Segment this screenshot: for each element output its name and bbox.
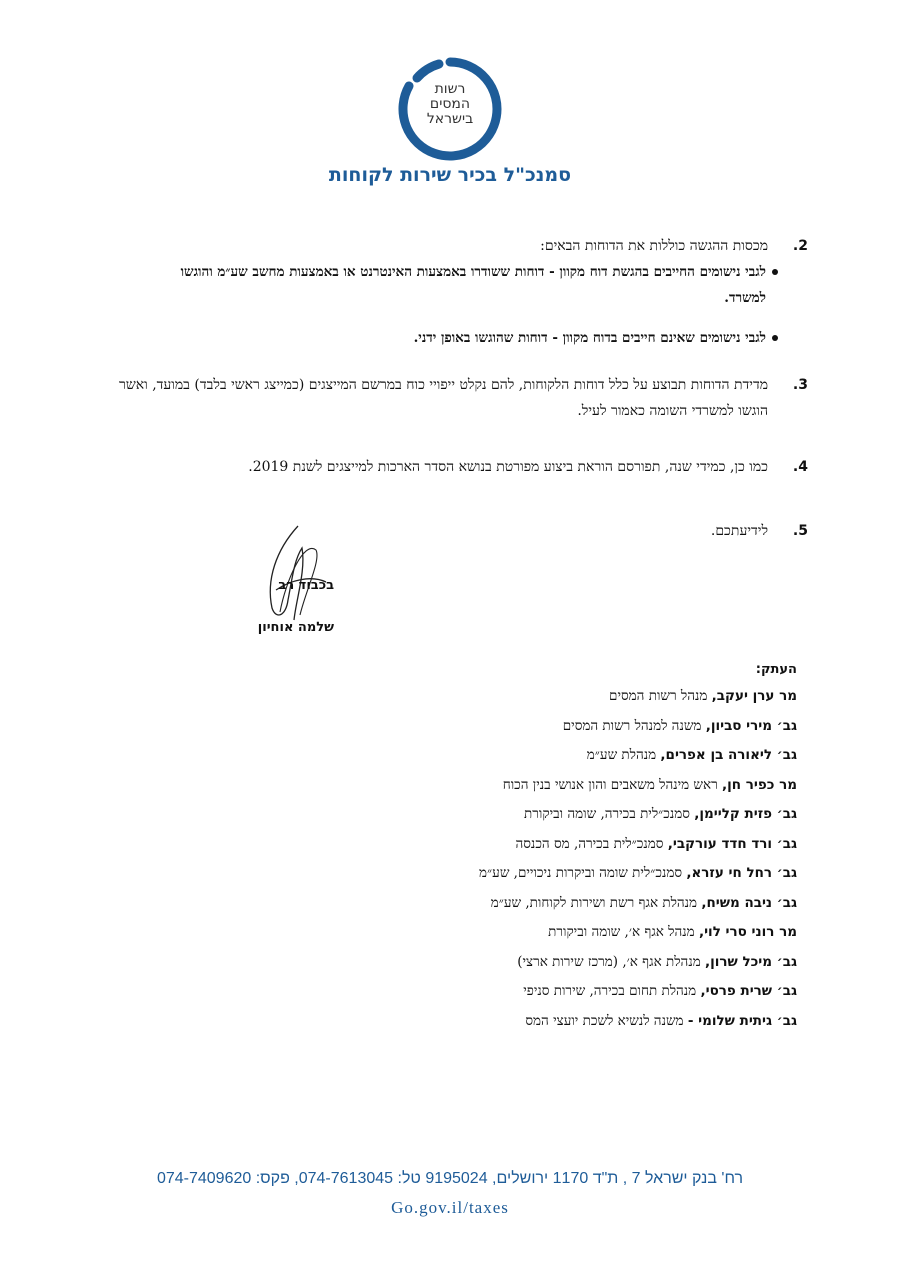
logo-line-1: רשות bbox=[434, 81, 466, 97]
cc-recipient bbox=[357, 712, 797, 742]
cc-recipient-role: מנהל אגף א׳, שומה וביקורת bbox=[548, 924, 695, 940]
numbered-item-5 bbox=[93, 518, 808, 544]
cc-recipient-role: סמנכ״לית בכירה, מס הכנסה bbox=[515, 835, 664, 852]
cc-recipient bbox=[357, 977, 797, 1007]
tax-authority-logo bbox=[397, 56, 503, 162]
item-text: מכסות ההגשה כוללות את הדוחות הבאים: bbox=[540, 238, 768, 254]
cc-recipient bbox=[357, 1007, 797, 1037]
item-text: כמו כן, כמידי שנה, תפורסם הוראת ביצוע מפורטת בנושא הסדר הארכות למייצגים לשנת 2019. bbox=[248, 459, 768, 475]
cc-recipient-role: מנהלת שע״מ bbox=[586, 747, 657, 763]
logo-line-2: המסים bbox=[429, 96, 471, 112]
item-text: מדידת הדוחות תבוצע על כלל דוחות הלקוחות, להם נקלט ייפויי כוח במרשם המייצגים (כמייצג ראשי בלבד) במועד, ואשר הוגשו למשרדי השומה כאמור לעיל. bbox=[118, 377, 768, 419]
cc-recipient bbox=[357, 771, 797, 801]
cc-recipient-name: מר כפיר חן, bbox=[722, 776, 797, 793]
cc-recipient-role: משנה למנהל רשות המסים bbox=[562, 717, 702, 734]
numbered-item-4 bbox=[93, 454, 808, 480]
cc-list bbox=[357, 658, 797, 1036]
cc-recipient bbox=[357, 889, 797, 919]
cc-recipient bbox=[357, 859, 797, 889]
footer-address: רח' בנק ישראל 7 , ת"ד 1170 ירושלים, 9195024 טל: 074-7613045, פקס: 074-7409620 bbox=[156, 1170, 744, 1187]
cc-recipient-role: משנה לנשיא לשכת יועצי המס bbox=[525, 1012, 684, 1029]
cc-recipient-name: גב׳ פזית קליימן, bbox=[694, 806, 797, 822]
footer-url[interactable]: Go.gov.il/taxes bbox=[391, 1198, 509, 1217]
cc-heading: העתק: bbox=[755, 662, 797, 677]
department-title: סמנכ"ל בכיר שירות לקוחות bbox=[328, 164, 572, 186]
cc-recipient-name: גב׳ גיתית שלומי - bbox=[687, 1012, 797, 1029]
cc-recipient bbox=[357, 800, 797, 830]
logo-line-3: בישראל bbox=[426, 111, 474, 127]
cc-recipient bbox=[357, 830, 797, 860]
item-number: 5. bbox=[792, 523, 808, 539]
cc-recipient-name: מר ערן יעקב, bbox=[711, 688, 797, 704]
bullet-online-reports: לגבי נישומים החייבים בהגשת דוח מקוון - דוחות ששודרו באמצעות האינטרנט או באמצעות מחשב שע״מ והוגשו למשרד. bbox=[136, 259, 778, 311]
cc-recipient-role: ראש מינהל משאבים והון אנושי בנין הכוח bbox=[502, 776, 718, 793]
signature-closing: בכבוד רב bbox=[278, 578, 334, 593]
bullet-manual-reports: לגבי נישומים שאינם חייבים בדוח מקוון - דוחות שהוגשו באופן ידני. bbox=[93, 325, 778, 351]
item-number: 2. bbox=[792, 238, 808, 254]
cc-recipient bbox=[357, 948, 797, 978]
cc-recipient-name: גב׳ ניבה משיח, bbox=[701, 894, 797, 911]
cc-recipient-role: מנהלת תחום בכירה, שירות סניפי bbox=[523, 983, 697, 999]
cc-recipient-role: סמנכ״לית בכירה, שומה וביקורת bbox=[524, 806, 690, 822]
cc-recipient bbox=[357, 918, 797, 948]
cc-recipient-role: מנהלת אגף רשת ושירות לקוחות, שע״מ bbox=[490, 894, 698, 911]
cc-recipient-name: גב׳ ליאורה בן אפרים, bbox=[660, 747, 797, 763]
item-number: 4. bbox=[792, 459, 808, 475]
cc-recipient-name: גב׳ מירי סביון, bbox=[705, 717, 797, 734]
signature-name: שלמה אוחיון bbox=[257, 620, 334, 635]
item-number: 3. bbox=[792, 377, 808, 393]
cc-recipient-role: מנהלת אגף א׳, (מרכז שירות ארצי) bbox=[517, 953, 701, 970]
cc-recipient-name: גב׳ מיכל שרון, bbox=[705, 953, 797, 970]
cc-recipient bbox=[357, 741, 797, 771]
cc-recipient-name: גב׳ שרית פרסי, bbox=[700, 983, 797, 999]
cc-recipient bbox=[357, 682, 797, 712]
item-text: לידיעתכם. bbox=[710, 523, 768, 539]
cc-recipient-name: גב׳ ורד חדד עורקבי, bbox=[667, 835, 797, 852]
logo-text bbox=[397, 82, 503, 127]
cc-recipient-name: גב׳ רחל חי עזרא, bbox=[686, 865, 797, 881]
numbered-item-2 bbox=[93, 233, 808, 351]
numbered-item-3 bbox=[93, 372, 808, 424]
cc-recipient-role: מנהל רשות המסים bbox=[609, 688, 708, 704]
cc-recipient-role: סמנכ״לית שומה וביקרות ניכויים, שע״מ bbox=[479, 865, 683, 881]
cc-recipient-name: מר רוני סרי לוי, bbox=[698, 924, 797, 940]
